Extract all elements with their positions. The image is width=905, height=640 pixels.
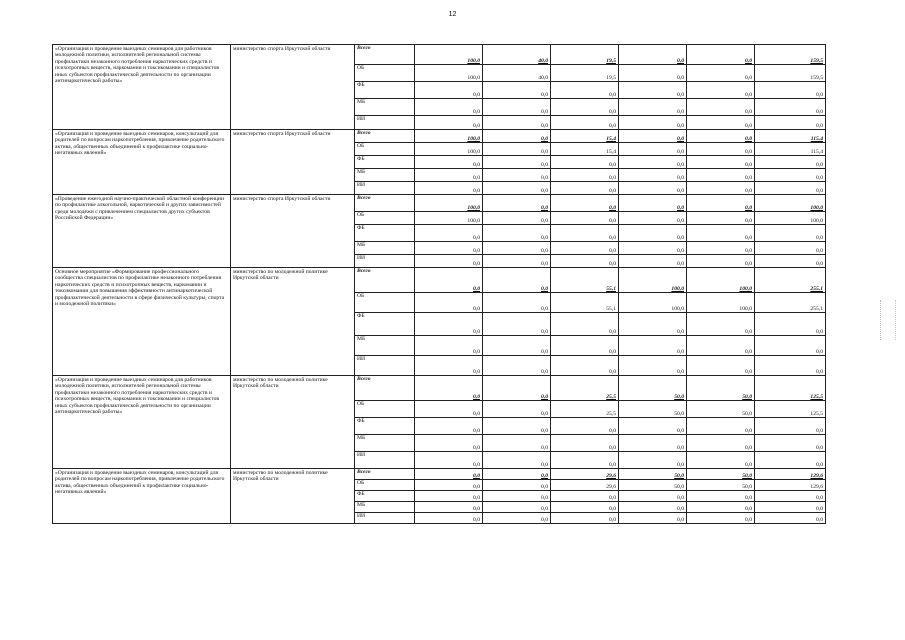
amount-cell: 0,0 bbox=[483, 293, 551, 313]
funding-source: ОБ bbox=[355, 212, 415, 225]
total-amount-cell: 255,1 bbox=[755, 293, 826, 313]
amount-cell: 0,0 bbox=[687, 99, 755, 116]
amount-cell: 0,0 bbox=[687, 130, 755, 143]
activity-description: «Организация и проведение выездных семинаров для работников молодежной политики, исполнителей региональной системы профилактики незаконного потребления наркотических средств и психотропных веществ, наркомании и токсикомании и специалистов иных субъектов профилактической деятельности по организации антинаркотической работы» bbox=[53, 45, 231, 130]
responsible-executor: министерство по молодежной политике Иркутской области bbox=[231, 469, 355, 524]
amount-cell: 0,0 bbox=[619, 418, 687, 435]
total-amount-cell: 129,6 bbox=[755, 480, 826, 491]
amount-cell: 0,0 bbox=[415, 116, 483, 130]
funding-source: МБ bbox=[355, 99, 415, 116]
amount-cell: 0,0 bbox=[483, 169, 551, 182]
amount-cell: 0,0 bbox=[687, 143, 755, 156]
amount-cell: 0,0 bbox=[551, 502, 619, 513]
amount-cell: 0,0 bbox=[687, 242, 755, 255]
amount-cell: 50,0 bbox=[619, 480, 687, 491]
responsible-executor: министерство по молодежной политике Иркутской области bbox=[231, 268, 355, 376]
amount-cell: 100,0 bbox=[687, 268, 755, 293]
responsible-executor: министерство спорта Иркутской области bbox=[231, 130, 355, 195]
table-row bbox=[53, 45, 826, 65]
amount-cell: 0,0 bbox=[415, 156, 483, 169]
activity-description: «Организация и проведение выездных семинаров, консультаций для родителей по вопросам наркопотребления, привлечение родительского актива, общественных объединений к профилактике социально-негативных явлений» bbox=[53, 130, 231, 195]
funding-source: Всего bbox=[355, 45, 415, 65]
amount-cell: 0,0 bbox=[619, 212, 687, 225]
amount-cell: 0,0 bbox=[619, 242, 687, 255]
total-amount-cell: 159,5 bbox=[755, 45, 826, 65]
funding-source: ИИ bbox=[355, 116, 415, 130]
amount-cell: 0,0 bbox=[551, 513, 619, 524]
funding-source: ИИ bbox=[355, 255, 415, 268]
amount-cell: 0,0 bbox=[483, 452, 551, 469]
total-amount-cell: 115,4 bbox=[755, 143, 826, 156]
amount-cell: 0,0 bbox=[619, 513, 687, 524]
amount-cell: 100,0 bbox=[687, 293, 755, 313]
funding-source: Всего bbox=[355, 130, 415, 143]
total-amount-cell: 0,0 bbox=[755, 225, 826, 242]
amount-cell: 25,5 bbox=[551, 401, 619, 418]
amount-cell: 0,0 bbox=[483, 143, 551, 156]
funding-source: ФБ bbox=[355, 225, 415, 242]
total-amount-cell: 0,0 bbox=[755, 491, 826, 502]
page-number: 12 bbox=[448, 11, 457, 18]
amount-cell: 15,4 bbox=[551, 143, 619, 156]
total-amount-cell: 100,0 bbox=[755, 212, 826, 225]
amount-cell: 0,0 bbox=[687, 418, 755, 435]
amount-cell: 0,0 bbox=[415, 169, 483, 182]
amount-cell: 0,0 bbox=[483, 182, 551, 195]
amount-cell: 0,0 bbox=[483, 513, 551, 524]
amount-cell: 0,0 bbox=[483, 268, 551, 293]
amount-cell: 0,0 bbox=[619, 195, 687, 212]
amount-cell: 100,0 bbox=[415, 45, 483, 65]
amount-cell: 0,0 bbox=[483, 336, 551, 356]
activity-description: Основное мероприятие «Формирование профессионального сообщества специалистов по профилактике незаконного потребления наркотических средств и психотропных веществ, наркомании и токсикомании для повышения эффективности антинаркотической профилактической деятельности в сфере физической культуры, спорта и молодежной политики» bbox=[53, 268, 231, 376]
amount-cell: 50,0 bbox=[619, 401, 687, 418]
amount-cell: 50,0 bbox=[687, 469, 755, 480]
amount-cell: 0,0 bbox=[687, 255, 755, 268]
amount-cell: 50,0 bbox=[619, 469, 687, 480]
amount-cell: 0,0 bbox=[551, 82, 619, 99]
amount-cell: 0,0 bbox=[619, 435, 687, 452]
total-amount-cell: 0,0 bbox=[755, 99, 826, 116]
responsible-executor: министерство по молодежной политике Иркутской области bbox=[231, 376, 355, 469]
amount-cell: 0,0 bbox=[483, 313, 551, 336]
amount-cell: 0,0 bbox=[551, 255, 619, 268]
amount-cell: 0,0 bbox=[687, 212, 755, 225]
total-amount-cell: 0,0 bbox=[755, 435, 826, 452]
total-amount-cell: 159,5 bbox=[755, 65, 826, 82]
amount-cell: 0,0 bbox=[551, 195, 619, 212]
table-row bbox=[53, 376, 826, 401]
amount-cell: 0,0 bbox=[483, 255, 551, 268]
scan-artifact bbox=[880, 300, 896, 340]
table-row bbox=[53, 268, 826, 293]
amount-cell: 0,0 bbox=[415, 491, 483, 502]
amount-cell: 0,0 bbox=[483, 242, 551, 255]
amount-cell: 100,0 bbox=[415, 130, 483, 143]
amount-cell: 0,0 bbox=[687, 225, 755, 242]
funding-source: ФБ bbox=[355, 491, 415, 502]
funding-source: ФБ bbox=[355, 156, 415, 169]
amount-cell: 0,0 bbox=[551, 313, 619, 336]
funding-source: Всего bbox=[355, 268, 415, 293]
amount-cell: 0,0 bbox=[687, 116, 755, 130]
amount-cell: 0,0 bbox=[483, 156, 551, 169]
activity-description: «Организация и проведение выездных семинаров, консультаций для родителей по вопросам наркопотребления, привлечение родительского актива, общественных объединений к профилактике социально-негативных явлений» bbox=[53, 469, 231, 524]
amount-cell: 0,0 bbox=[619, 82, 687, 99]
funding-source: ИИ bbox=[355, 452, 415, 469]
responsible-executor: министерство спорта Иркутской области bbox=[231, 45, 355, 130]
funding-source: ОБ bbox=[355, 293, 415, 313]
amount-cell: 0,0 bbox=[619, 130, 687, 143]
amount-cell: 0,0 bbox=[619, 45, 687, 65]
amount-cell: 0,0 bbox=[483, 225, 551, 242]
funding-source: ИИ bbox=[355, 513, 415, 524]
amount-cell: 0,0 bbox=[551, 491, 619, 502]
amount-cell: 0,0 bbox=[619, 169, 687, 182]
amount-cell: 0,0 bbox=[551, 225, 619, 242]
amount-cell: 0,0 bbox=[687, 182, 755, 195]
amount-cell: 0,0 bbox=[415, 502, 483, 513]
amount-cell: 0,0 bbox=[687, 356, 755, 376]
amount-cell: 0,0 bbox=[415, 469, 483, 480]
amount-cell: 0,0 bbox=[483, 116, 551, 130]
funding-table bbox=[52, 44, 826, 524]
table-row bbox=[53, 130, 826, 143]
amount-cell: 0,0 bbox=[619, 156, 687, 169]
amount-cell: 0,0 bbox=[483, 469, 551, 480]
funding-source: ОБ bbox=[355, 65, 415, 82]
amount-cell: 0,0 bbox=[619, 116, 687, 130]
amount-cell: 19,5 bbox=[551, 45, 619, 65]
amount-cell: 0,0 bbox=[619, 502, 687, 513]
funding-source: ФБ bbox=[355, 418, 415, 435]
amount-cell: 0,0 bbox=[483, 401, 551, 418]
amount-cell: 29,6 bbox=[551, 480, 619, 491]
amount-cell: 0,0 bbox=[415, 242, 483, 255]
amount-cell: 0,0 bbox=[619, 143, 687, 156]
total-amount-cell: 125,5 bbox=[755, 376, 826, 401]
total-amount-cell: 100,0 bbox=[755, 195, 826, 212]
amount-cell: 0,0 bbox=[415, 513, 483, 524]
total-amount-cell: 0,0 bbox=[755, 313, 826, 336]
total-amount-cell: 0,0 bbox=[755, 418, 826, 435]
total-amount-cell: 0,0 bbox=[755, 182, 826, 195]
amount-cell: 0,0 bbox=[415, 418, 483, 435]
amount-cell: 0,0 bbox=[551, 182, 619, 195]
funding-source: ОБ bbox=[355, 143, 415, 156]
total-amount-cell: 0,0 bbox=[755, 82, 826, 99]
funding-source: ИИ bbox=[355, 356, 415, 376]
amount-cell: 0,0 bbox=[415, 182, 483, 195]
funding-source: Всего bbox=[355, 376, 415, 401]
amount-cell: 0,0 bbox=[687, 82, 755, 99]
total-amount-cell: 115,4 bbox=[755, 130, 826, 143]
amount-cell: 0,0 bbox=[687, 313, 755, 336]
funding-source: Всего bbox=[355, 469, 415, 480]
amount-cell: 50,0 bbox=[619, 376, 687, 401]
amount-cell: 0,0 bbox=[415, 336, 483, 356]
total-amount-cell: 0,0 bbox=[755, 502, 826, 513]
amount-cell: 0,0 bbox=[687, 502, 755, 513]
amount-cell: 29,6 bbox=[551, 469, 619, 480]
table-row bbox=[53, 195, 826, 212]
amount-cell: 0,0 bbox=[619, 336, 687, 356]
amount-cell: 0,0 bbox=[483, 491, 551, 502]
amount-cell: 0,0 bbox=[415, 293, 483, 313]
amount-cell: 0,0 bbox=[415, 356, 483, 376]
amount-cell: 0,0 bbox=[619, 313, 687, 336]
amount-cell: 0,0 bbox=[687, 491, 755, 502]
amount-cell: 55,1 bbox=[551, 293, 619, 313]
amount-cell: 0,0 bbox=[415, 480, 483, 491]
amount-cell: 0,0 bbox=[619, 491, 687, 502]
amount-cell: 0,0 bbox=[415, 255, 483, 268]
total-amount-cell: 255,1 bbox=[755, 268, 826, 293]
amount-cell: 0,0 bbox=[483, 130, 551, 143]
amount-cell: 50,0 bbox=[687, 376, 755, 401]
funding-source: МБ bbox=[355, 336, 415, 356]
amount-cell: 0,0 bbox=[551, 435, 619, 452]
total-amount-cell: 0,0 bbox=[755, 169, 826, 182]
amount-cell: 0,0 bbox=[619, 356, 687, 376]
amount-cell: 19,5 bbox=[551, 65, 619, 82]
total-amount-cell: 0,0 bbox=[755, 336, 826, 356]
amount-cell: 0,0 bbox=[415, 452, 483, 469]
amount-cell: 0,0 bbox=[551, 452, 619, 469]
amount-cell: 0,0 bbox=[619, 225, 687, 242]
total-amount-cell: 0,0 bbox=[755, 255, 826, 268]
total-amount-cell: 129,6 bbox=[755, 469, 826, 480]
funding-source: МБ bbox=[355, 169, 415, 182]
amount-cell: 0,0 bbox=[619, 99, 687, 116]
total-amount-cell: 0,0 bbox=[755, 116, 826, 130]
amount-cell: 0,0 bbox=[483, 212, 551, 225]
amount-cell: 100,0 bbox=[415, 65, 483, 82]
total-amount-cell: 0,0 bbox=[755, 156, 826, 169]
amount-cell: 0,0 bbox=[619, 182, 687, 195]
total-amount-cell: 0,0 bbox=[755, 513, 826, 524]
amount-cell: 0,0 bbox=[483, 99, 551, 116]
activity-description: «Организация и проведение выездных семинаров для работников молодежной политики, исполнителей региональной системы профилактики незаконного потребления наркотических средств и психотропных веществ, наркомании и токсикомании и специалистов иных субъектов профилактической деятельности по организации антинаркотической работы» bbox=[53, 376, 231, 469]
amount-cell: 0,0 bbox=[415, 99, 483, 116]
table-row bbox=[53, 469, 826, 480]
amount-cell: 0,0 bbox=[483, 418, 551, 435]
amount-cell: 0,0 bbox=[551, 336, 619, 356]
amount-cell: 0,0 bbox=[687, 45, 755, 65]
amount-cell: 0,0 bbox=[483, 502, 551, 513]
amount-cell: 0,0 bbox=[415, 225, 483, 242]
amount-cell: 100,0 bbox=[619, 293, 687, 313]
amount-cell: 0,0 bbox=[551, 356, 619, 376]
amount-cell: 0,0 bbox=[483, 195, 551, 212]
funding-source: МБ bbox=[355, 435, 415, 452]
amount-cell: 0,0 bbox=[483, 82, 551, 99]
amount-cell: 0,0 bbox=[483, 356, 551, 376]
amount-cell: 50,0 bbox=[687, 480, 755, 491]
amount-cell: 0,0 bbox=[551, 99, 619, 116]
amount-cell: 0,0 bbox=[551, 212, 619, 225]
amount-cell: 0,0 bbox=[619, 452, 687, 469]
funding-source: Всего bbox=[355, 195, 415, 212]
amount-cell: 15,4 bbox=[551, 130, 619, 143]
amount-cell: 0,0 bbox=[687, 513, 755, 524]
total-amount-cell: 0,0 bbox=[755, 452, 826, 469]
funding-source: ОБ bbox=[355, 480, 415, 491]
funding-source: ФБ bbox=[355, 313, 415, 336]
funding-source: МБ bbox=[355, 242, 415, 255]
amount-cell: 55,1 bbox=[551, 268, 619, 293]
amount-cell: 0,0 bbox=[415, 435, 483, 452]
total-amount-cell: 125,5 bbox=[755, 401, 826, 418]
funding-source: ФБ bbox=[355, 82, 415, 99]
amount-cell: 100,0 bbox=[415, 212, 483, 225]
amount-cell: 100,0 bbox=[415, 143, 483, 156]
amount-cell: 0,0 bbox=[551, 418, 619, 435]
amount-cell: 0,0 bbox=[687, 169, 755, 182]
responsible-executor: министерство спорта Иркутской области bbox=[231, 195, 355, 268]
amount-cell: 0,0 bbox=[687, 336, 755, 356]
amount-cell: 0,0 bbox=[483, 480, 551, 491]
amount-cell: 0,0 bbox=[551, 156, 619, 169]
funding-source: ИИ bbox=[355, 182, 415, 195]
activity-description: «Проведение ежегодной научно-практической областной конференции по профилактике алкогольной, наркотической и других зависимостей среди молодежи с привлечением специалистов других субъектов Российской Федерации» bbox=[53, 195, 231, 268]
amount-cell: 0,0 bbox=[687, 195, 755, 212]
amount-cell: 0,0 bbox=[483, 376, 551, 401]
amount-cell: 0,0 bbox=[619, 255, 687, 268]
amount-cell: 0,0 bbox=[483, 435, 551, 452]
amount-cell: 0,0 bbox=[687, 65, 755, 82]
funding-source: МБ bbox=[355, 502, 415, 513]
amount-cell: 40,0 bbox=[483, 65, 551, 82]
amount-cell: 0,0 bbox=[687, 156, 755, 169]
amount-cell: 0,0 bbox=[551, 116, 619, 130]
amount-cell: 0,0 bbox=[415, 376, 483, 401]
total-amount-cell: 0,0 bbox=[755, 242, 826, 255]
amount-cell: 100,0 bbox=[619, 268, 687, 293]
amount-cell: 0,0 bbox=[415, 268, 483, 293]
amount-cell: 0,0 bbox=[551, 169, 619, 182]
amount-cell: 100,0 bbox=[415, 195, 483, 212]
amount-cell: 0,0 bbox=[415, 82, 483, 99]
amount-cell: 25,5 bbox=[551, 376, 619, 401]
amount-cell: 0,0 bbox=[619, 65, 687, 82]
amount-cell: 50,0 bbox=[687, 401, 755, 418]
amount-cell: 0,0 bbox=[415, 401, 483, 418]
amount-cell: 0,0 bbox=[687, 452, 755, 469]
amount-cell: 0,0 bbox=[687, 435, 755, 452]
funding-source: ОБ bbox=[355, 401, 415, 418]
total-amount-cell: 0,0 bbox=[755, 356, 826, 376]
amount-cell: 0,0 bbox=[415, 313, 483, 336]
amount-cell: 0,0 bbox=[551, 242, 619, 255]
amount-cell: 40,0 bbox=[483, 45, 551, 65]
